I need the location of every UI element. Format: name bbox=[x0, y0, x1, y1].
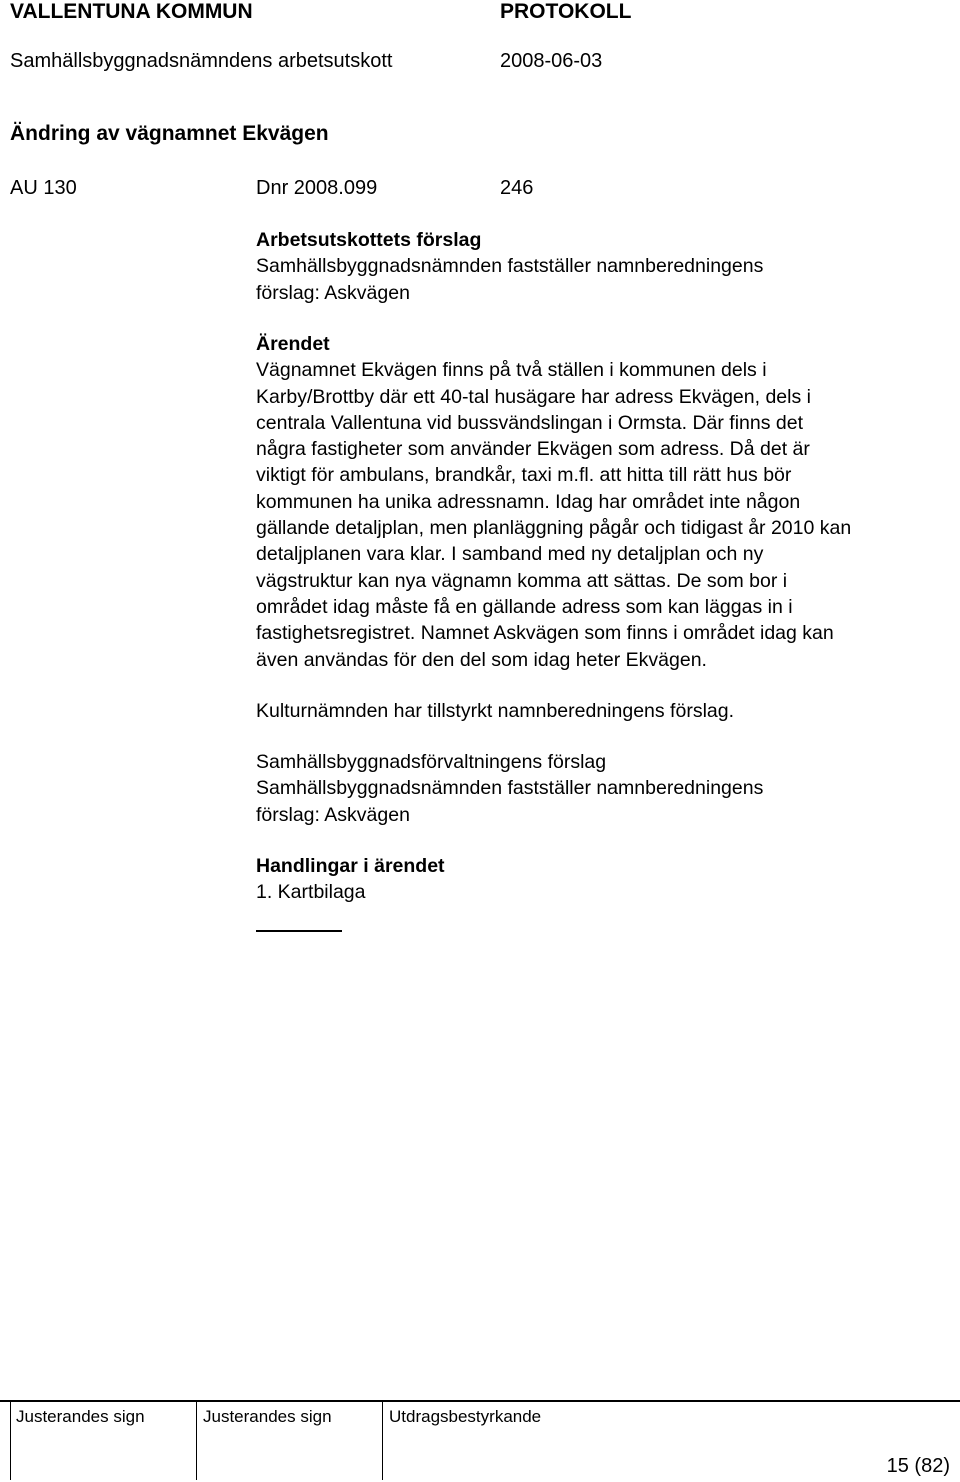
admin-proposal-heading: Samhällsbyggnadsförvaltningens förslag bbox=[256, 751, 607, 773]
matter-line: även användas för den del som idag heter Ekvägen. bbox=[256, 648, 707, 671]
matter-line: Vägnamnet Ekvägen finns på två ställen i kommunen dels i bbox=[256, 359, 767, 382]
end-rule bbox=[256, 930, 342, 932]
admin-proposal-line: Samhällsbyggnadsnämnden fastställer namnberedningens bbox=[256, 777, 764, 800]
extract-certification-field: Utdragsbestyrkande bbox=[389, 1407, 542, 1426]
documents-item: 1. Kartbilaga bbox=[256, 881, 366, 904]
documents-section bbox=[256, 853, 445, 906]
page-number: 15 (82) bbox=[886, 1455, 950, 1477]
culture-statement bbox=[256, 698, 734, 724]
signature-field-2: Justerandes sign bbox=[203, 1407, 332, 1426]
matter-line: området idag måste få en gällande adress som kan läggas in i bbox=[256, 595, 793, 618]
matter-line: gällande detaljplan, men planläggning pågår och tidigast år 2010 kan bbox=[256, 517, 852, 540]
admin-proposal-section bbox=[256, 749, 763, 828]
proposal-line: Samhällsbyggnadsnämnden fastställer namnberedningens bbox=[256, 255, 764, 278]
matter-heading: Ärendet bbox=[256, 333, 330, 355]
matter-line: några fastigheter som använder Ekvägen som adress. Då det är bbox=[256, 438, 810, 461]
matter-section bbox=[256, 331, 851, 673]
footer-rule bbox=[0, 1400, 960, 1402]
matter-line: vägstruktur kan nya vägnamn komma att sättas. De som bor i bbox=[256, 569, 788, 592]
matter-line: viktigt för ambulans, brandkår, taxi m.fl. att hitta till rätt hus bör bbox=[256, 464, 792, 487]
proposal-line: förslag: Askvägen bbox=[256, 281, 410, 304]
matter-line: Karby/Brottby där ett 40-tal husägare har adress Ekvägen, dels i bbox=[256, 385, 811, 408]
dnr-number: Dnr 2008.099 bbox=[256, 177, 378, 199]
matter-line: fastighetsregistret. Namnet Askvägen som finns i området idag kan bbox=[256, 622, 834, 645]
meeting-date: 2008-06-03 bbox=[500, 50, 603, 72]
matter-line: kommunen ha unika adressnamn. Idag har området inte någon bbox=[256, 490, 801, 513]
proposal-section bbox=[256, 227, 763, 306]
footer-divider bbox=[196, 1400, 197, 1480]
matter-line: detaljplanen vara klar. I samband med ny detaljplan och ny bbox=[256, 543, 764, 566]
document-type: PROTOKOLL bbox=[500, 0, 632, 23]
matter-line: centrala Vallentuna vid bussvändslingan i Ormsta. Där finns det bbox=[256, 411, 804, 434]
footer-divider bbox=[382, 1400, 383, 1480]
signature-field-1: Justerandes sign bbox=[16, 1407, 145, 1426]
proposal-heading: Arbetsutskottets förslag bbox=[256, 229, 482, 251]
footer-divider bbox=[10, 1400, 11, 1480]
paragraph-number: 246 bbox=[500, 177, 534, 199]
au-number: AU 130 bbox=[10, 177, 77, 199]
organization-name: VALLENTUNA KOMMUN bbox=[10, 0, 253, 23]
page-title: Ändring av vägnamnet Ekvägen bbox=[10, 122, 329, 145]
admin-proposal-line: förslag: Askvägen bbox=[256, 803, 410, 826]
committee-name: Samhällsbyggnadsnämndens arbetsutskott bbox=[10, 50, 393, 72]
culture-line: Kulturnämnden har tillstyrkt namnberedningens förslag. bbox=[256, 700, 735, 722]
documents-heading: Handlingar i ärendet bbox=[256, 855, 445, 877]
